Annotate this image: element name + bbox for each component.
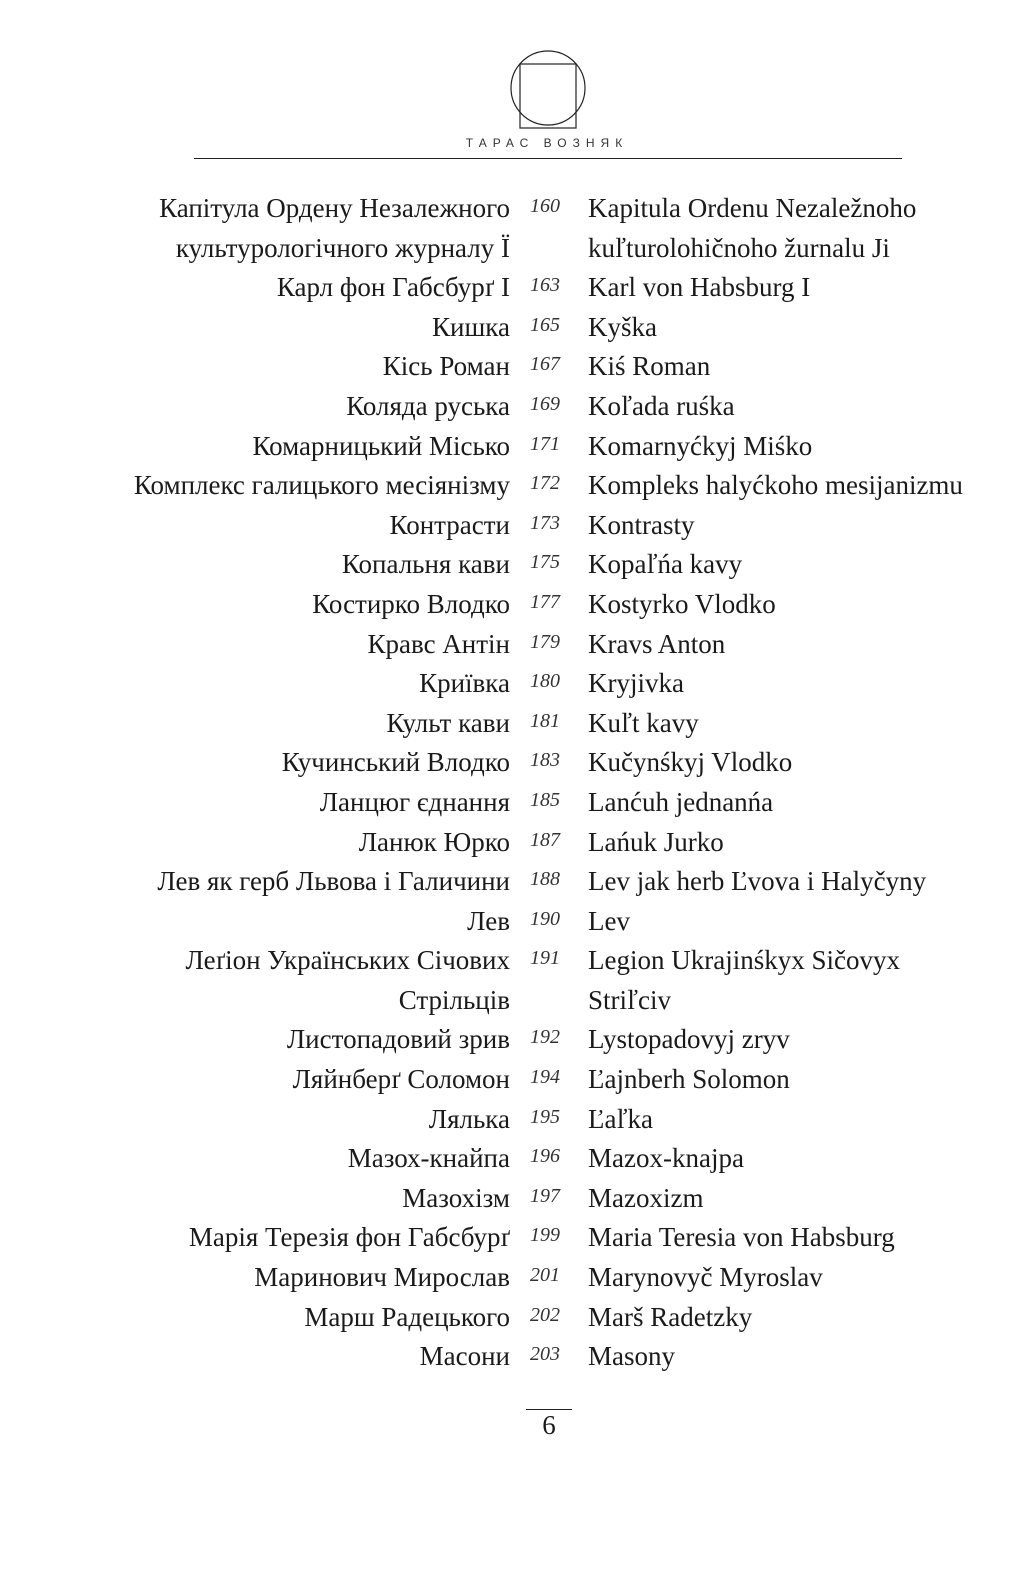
toc-title-latin: Lańuk Jurko <box>588 826 724 857</box>
table-of-contents <box>0 189 1024 1377</box>
toc-entry <box>0 1258 1024 1298</box>
toc-title-ukrainian: Коляда руська <box>346 390 510 421</box>
toc-page-number: 195 <box>530 1105 560 1128</box>
toc-title-ukrainian: Листопадовий зрив <box>286 1024 510 1055</box>
toc-page-number: 169 <box>530 392 560 415</box>
toc-page-number: 175 <box>530 551 560 574</box>
toc-title-latin: Lystopadovyj zryv <box>588 1024 790 1055</box>
toc-entry <box>0 743 1024 783</box>
toc-title-ukrainian: Ланцюг єднання <box>319 786 510 817</box>
toc-title-ukrainian: Марш Радецького <box>304 1301 510 1332</box>
toc-title-latin: Masony <box>588 1341 675 1372</box>
toc-page-number: 177 <box>530 590 560 613</box>
toc-title-latin: Komarnyćkyj Miśko <box>588 430 813 461</box>
toc-title-latin: Kostyrko Vlodko <box>588 588 776 619</box>
toc-title-ukrainian: Капітула Ордену Незалежного культурологічного журналу Ї <box>159 193 510 263</box>
toc-entry <box>0 1100 1024 1140</box>
toc-entry <box>0 545 1024 585</box>
toc-title-ukrainian: Контрасти <box>389 509 510 540</box>
toc-entry <box>0 664 1024 704</box>
toc-entry <box>0 862 1024 902</box>
toc-title-latin: Lanćuh jednanńa <box>588 786 774 817</box>
toc-page-number: 201 <box>530 1264 560 1287</box>
toc-entry <box>0 902 1024 942</box>
toc-entry <box>0 1139 1024 1179</box>
toc-page-number: 190 <box>530 907 560 930</box>
toc-page-number: 194 <box>530 1066 560 1089</box>
toc-title-latin: Kapitula Ordenu Nezaležnoho kuľturolohičnoho žurnalu Ji <box>588 193 917 263</box>
toc-title-ukrainian: Копальня кави <box>341 549 510 580</box>
toc-title-ukrainian: Лев як герб Львова і Галичини <box>157 866 510 897</box>
toc-title-ukrainian: Мазохізм <box>402 1182 510 1213</box>
toc-entry <box>0 1020 1024 1060</box>
toc-title-latin: Karl von Habsburg I <box>588 272 811 303</box>
toc-entry <box>0 704 1024 744</box>
toc-title-ukrainian: Костирко Влодко <box>312 588 510 619</box>
toc-title-latin: Koľada ruśka <box>588 390 735 421</box>
toc-title-ukrainian: Культ кави <box>386 707 510 738</box>
toc-title-latin: Kiś Roman <box>588 351 711 382</box>
toc-title-latin: Legion Ukrajinśkyx Sičovyx Striľciv <box>588 945 900 1015</box>
running-head: ТАРАС ВОЗНЯК <box>465 136 629 150</box>
toc-title-ukrainian: Кишка <box>432 311 510 342</box>
toc-entry <box>0 466 1024 506</box>
toc-title-latin: Kompleks halyćkoho mesijanizmu <box>588 470 963 501</box>
toc-page-number: 187 <box>530 828 560 851</box>
toc-title-ukrainian: Масони <box>419 1341 510 1372</box>
toc-entry <box>0 268 1024 308</box>
toc-entry <box>0 783 1024 823</box>
toc-entry <box>0 427 1024 467</box>
header-rule <box>194 158 902 159</box>
toc-title-ukrainian: Мазох-кнайпа <box>347 1143 510 1174</box>
page-number: 6 <box>542 1410 556 1440</box>
toc-title-ukrainian: Марія Терезія фон Габсбурґ <box>188 1222 510 1253</box>
toc-page-number: 181 <box>530 709 560 732</box>
toc-entry <box>0 1218 1024 1258</box>
toc-title-latin: Ľaľka <box>588 1103 653 1134</box>
toc-title-ukrainian: Комплекс галицького месіянізму <box>133 470 510 501</box>
toc-page-number: 171 <box>530 432 560 455</box>
toc-entry <box>0 585 1024 625</box>
toc-title-latin: Ľajnberh Solomon <box>588 1064 790 1095</box>
toc-page-number: 199 <box>530 1224 560 1247</box>
toc-title-latin: Kučynśkyj Vlodko <box>588 747 793 778</box>
toc-entry <box>0 308 1024 348</box>
toc-entry <box>0 1298 1024 1338</box>
toc-page-number: 185 <box>530 788 560 811</box>
toc-page-number: 196 <box>530 1145 560 1168</box>
toc-title-latin: Marš Radetzky <box>588 1301 753 1332</box>
toc-entry <box>0 347 1024 387</box>
toc-entry <box>0 387 1024 427</box>
toc-entry <box>0 1179 1024 1219</box>
toc-title-latin: Lev jak herb Ľvova i Halyčyny <box>588 866 927 897</box>
toc-title-latin: Lev <box>588 905 630 936</box>
circle-in-square-icon <box>509 44 587 134</box>
toc-title-latin: Kontrasty <box>588 509 695 540</box>
toc-title-latin: Marynovyč Myroslav <box>588 1262 823 1293</box>
toc-title-ukrainian: Карл фон Габсбурґ І <box>276 272 510 303</box>
toc-title-latin: Kravs Anton <box>588 628 726 659</box>
toc-page-number: 197 <box>530 1184 560 1207</box>
toc-page-number: 172 <box>530 472 560 495</box>
toc-entry <box>0 941 1024 1020</box>
toc-title-latin: Kyška <box>588 311 657 342</box>
toc-page-number: 167 <box>530 353 560 376</box>
toc-entry <box>0 1337 1024 1377</box>
toc-title-ukrainian: Кучинський Влодко <box>281 747 510 778</box>
toc-title-ukrainian: Лев <box>467 905 510 936</box>
toc-title-latin: Mazoxizm <box>588 1182 704 1213</box>
toc-page-number: 188 <box>530 868 560 891</box>
toc-entry <box>0 189 1024 268</box>
toc-title-ukrainian: Криївка <box>419 668 510 699</box>
toc-title-latin: Maria Teresia von Habsburg <box>588 1222 895 1253</box>
toc-page-number: 163 <box>530 274 560 297</box>
toc-page-number: 183 <box>530 749 560 772</box>
toc-title-ukrainian: Ланюк Юрко <box>358 826 510 857</box>
toc-page-number: 203 <box>530 1343 560 1366</box>
toc-title-ukrainian: Кісь Роман <box>382 351 510 382</box>
toc-entry <box>0 625 1024 665</box>
toc-page-number: 173 <box>530 511 560 534</box>
toc-title-latin: Kryjivka <box>588 668 684 699</box>
toc-page-number: 165 <box>530 313 560 336</box>
toc-page-number: 192 <box>530 1026 560 1049</box>
toc-title-latin: Kopaľńa kavy <box>588 549 743 580</box>
toc-entry <box>0 823 1024 863</box>
toc-page-number: 179 <box>530 630 560 653</box>
toc-title-ukrainian: Леґіон Українських Січових Стрільців <box>185 945 510 1015</box>
toc-page-number: 202 <box>530 1303 560 1326</box>
toc-title-ukrainian: Ляйнберґ Соломон <box>292 1064 510 1095</box>
toc-title-latin: Mazox-knajpa <box>588 1143 744 1174</box>
toc-entry <box>0 506 1024 546</box>
toc-title-ukrainian: Лялька <box>428 1103 510 1134</box>
toc-page-number: 191 <box>530 947 560 970</box>
toc-page-number: 160 <box>530 195 560 217</box>
toc-title-ukrainian: Комарницький Місько <box>252 430 510 461</box>
toc-page-number: 180 <box>530 670 560 693</box>
toc-title-latin: Kuľt kavy <box>588 707 699 738</box>
toc-title-ukrainian: Маринович Мирослав <box>254 1262 510 1293</box>
toc-title-ukrainian: Кравс Антін <box>367 628 510 659</box>
toc-entry <box>0 1060 1024 1100</box>
